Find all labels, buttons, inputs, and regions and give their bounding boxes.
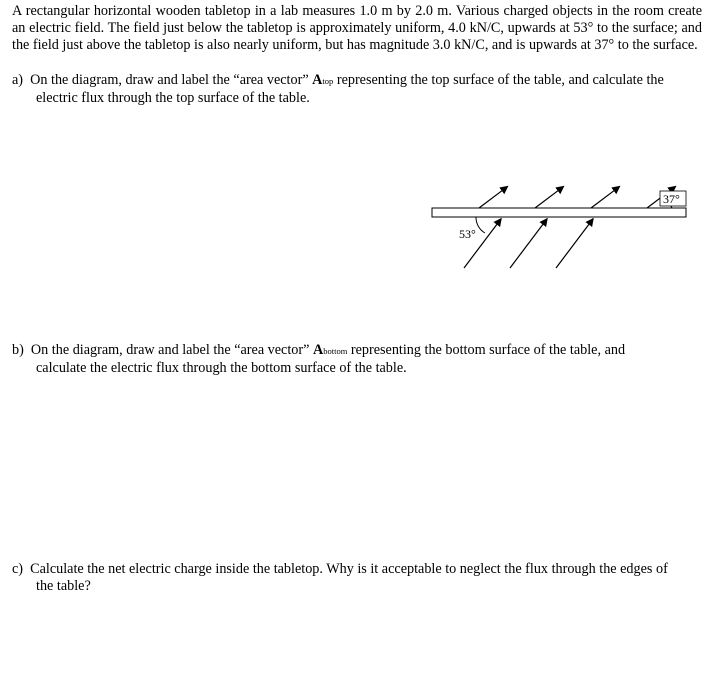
question-c-text: Calculate the net electric charge inside the tabletop. Why is it acceptable to neglect the flux through the edges of	[30, 561, 668, 577]
area-vector-symbol: A	[312, 72, 323, 88]
question-b-text: On the diagram, draw and label the “area vector”	[30, 342, 313, 358]
field-arrow-below	[556, 219, 593, 269]
area-vector-subscript: top	[322, 76, 334, 86]
question-c-line-2: the table?	[36, 578, 91, 595]
question-b-line-1	[12, 342, 702, 360]
question-a-text: On the diagram, draw and label the “area vector”	[30, 72, 313, 88]
question-c	[12, 561, 702, 595]
field-arrow-above	[535, 186, 564, 208]
question-b-label: b)	[12, 342, 24, 358]
problem-intro: A rectangular horizontal wooden tabletop in a lab measures 1.0 m by 2.0 m. Various charged objects in the room create an electric field. The field just below the tabletop is approximately uniform, 4.0 kN/C, upwards at 53° to the surface; and the field just above the tabletop is also nearly uniform, but has magnitude 3.0 kN/C, and is upwards at 37° to the surface.	[12, 3, 702, 54]
field-arrow-above	[591, 186, 620, 208]
question-b-line-2: calculate the electric flux through the bottom surface of the table.	[36, 360, 407, 377]
question-a-text-end: representing the top surface of the table, and calculate the	[333, 72, 664, 88]
question-c-line-1	[12, 561, 702, 578]
angle-arc-53	[476, 217, 485, 233]
field-arrow-below	[510, 219, 547, 269]
angle-label-37: 37°	[663, 192, 680, 206]
area-vector-symbol: A	[312, 342, 324, 358]
question-a-line-2: electric flux through the top surface of the table.	[36, 90, 310, 107]
question-a-label: a)	[12, 72, 24, 88]
question-b	[12, 342, 702, 377]
question-c-label: c)	[12, 561, 24, 577]
field-arrows-above	[479, 186, 676, 208]
field-arrow-above	[479, 186, 508, 208]
field-arrow-below	[464, 219, 501, 269]
angle-label-53: 53°	[459, 227, 476, 241]
tabletop	[432, 208, 686, 217]
question-b-text-end: representing the bottom surface of the table, and	[347, 342, 626, 358]
area-vector-subscript: bottom	[323, 346, 348, 356]
field-arrows-below	[464, 219, 593, 269]
